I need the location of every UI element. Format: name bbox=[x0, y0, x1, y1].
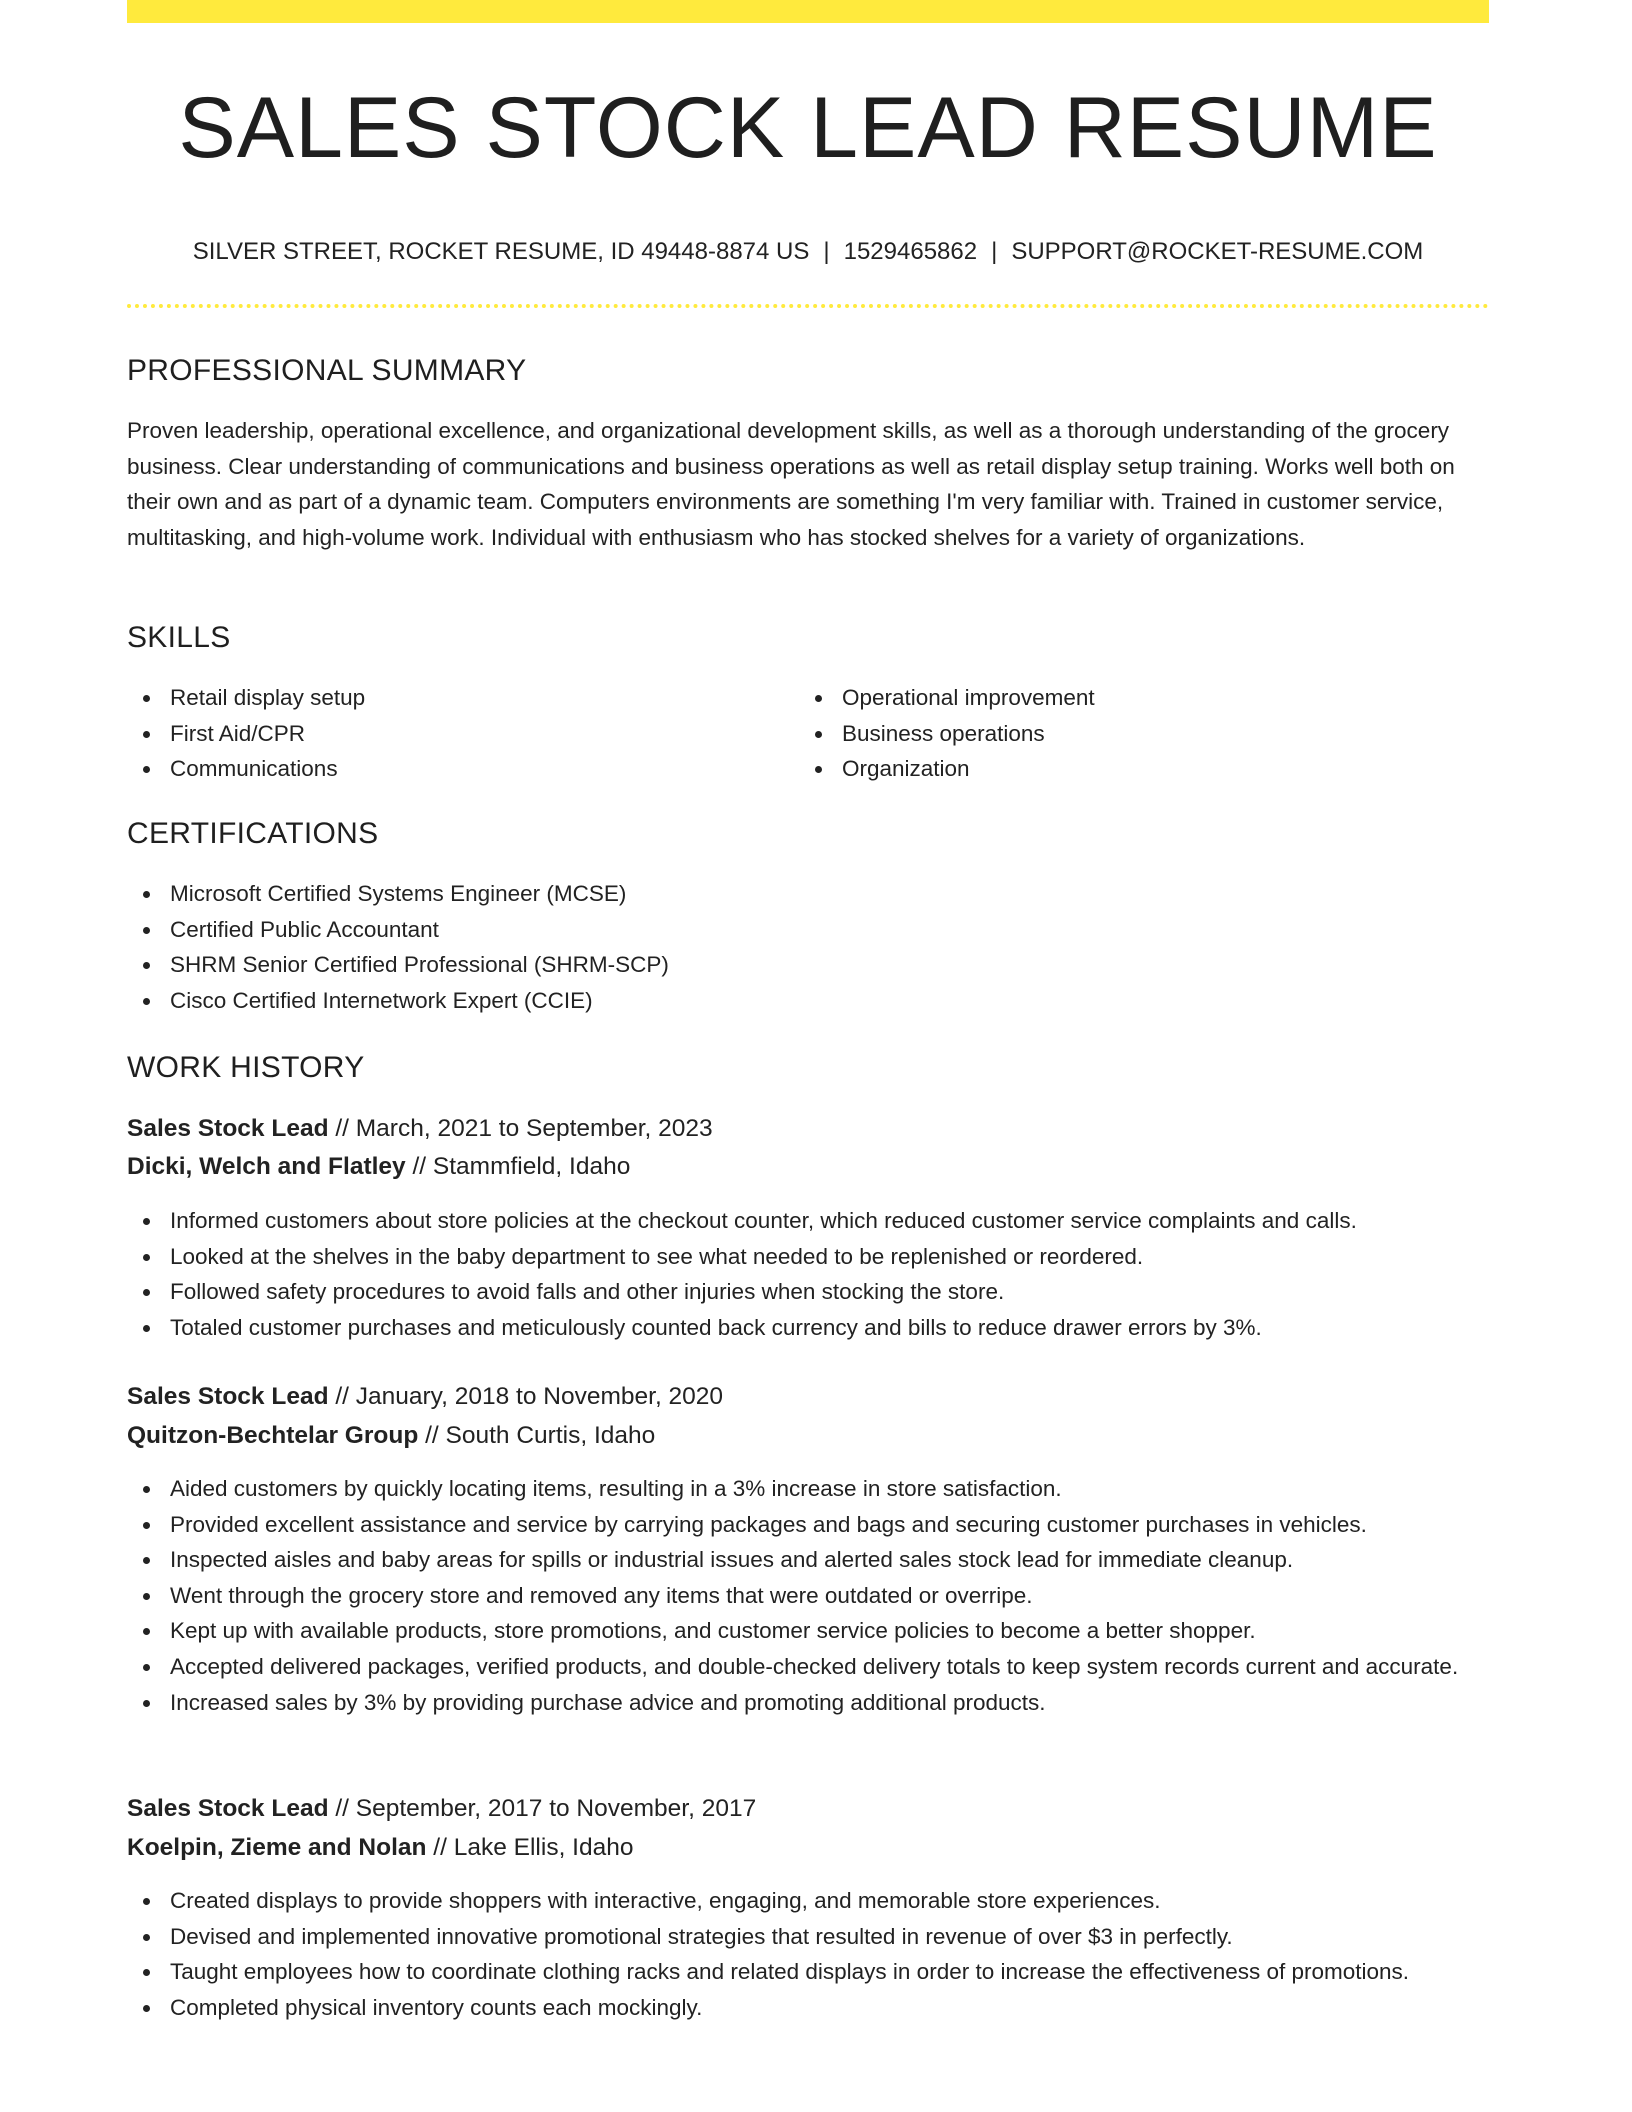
job-company-line bbox=[127, 1148, 630, 1186]
job-bullet: Increased sales by 3% by providing purchase advice and promoting additional products. bbox=[127, 1685, 1489, 1721]
certification-item: Microsoft Certified Systems Engineer (MCSE) bbox=[127, 876, 1489, 912]
certification-item: Cisco Certified Internetwork Expert (CCIE) bbox=[127, 983, 1489, 1019]
job-bullets bbox=[127, 1471, 1489, 1720]
job-bullet: Totaled customer purchases and meticulously counted back currency and bills to reduce drawer errors by 3%. bbox=[127, 1310, 1489, 1346]
job-bullet: Inspected aisles and baby areas for spills or industrial issues and alerted sales stock lead for immediate cleanup. bbox=[127, 1542, 1489, 1578]
job-title: Sales Stock Lead bbox=[127, 1795, 329, 1822]
contact-line bbox=[127, 236, 1489, 268]
job-bullet: Looked at the shelves in the baby department to see what needed to be replenished or reordered. bbox=[127, 1239, 1489, 1275]
contact-phone: 1529465862 bbox=[843, 238, 978, 265]
job-bullet: Kept up with available products, store promotions, and customer service policies to become a better shopper. bbox=[127, 1613, 1489, 1649]
skills-list-right bbox=[799, 680, 1489, 787]
job-dates: // January, 2018 to November, 2020 bbox=[328, 1383, 724, 1410]
job-title-line bbox=[127, 1378, 723, 1416]
job-location: // Lake Ellis, Idaho bbox=[426, 1834, 634, 1861]
job-company: Koelpin, Zieme and Nolan bbox=[127, 1834, 427, 1861]
contact-separator: | bbox=[991, 238, 998, 265]
summary-text: Proven leadership, operational excellence, and organizational development skills, as well as a thorough understanding of the grocery business. Clear understanding of communications and business operations as well as retail display setup training. Works well both on their own and as part of a dynamic team. Computers environments are something I'm very familiar with. Trained in customer service, multitasking, and high-volume work. Individual with enthusiasm who has stocked shelves for a variety of organizations. bbox=[127, 418, 1455, 550]
job-bullet: Informed customers about store policies at the checkout counter, which reduced customer service complaints and calls. bbox=[127, 1203, 1489, 1239]
skill-item: First Aid/CPR bbox=[127, 716, 799, 752]
contact-address: SILVER STREET, ROCKET RESUME, ID 49448-8874 US bbox=[192, 238, 810, 265]
certifications-list bbox=[127, 876, 1489, 1018]
accent-top-bar bbox=[127, 0, 1489, 23]
skill-item: Business operations bbox=[799, 716, 1489, 752]
job-company-line bbox=[127, 1417, 655, 1455]
job-bullet: Devised and implemented innovative promotional strategies that resulted in revenue of over $3 in perfectly. bbox=[127, 1919, 1489, 1955]
job-location: // South Curtis, Idaho bbox=[418, 1422, 656, 1449]
skill-item: Operational improvement bbox=[799, 680, 1489, 716]
job-bullets bbox=[127, 1203, 1489, 1345]
skill-item: Retail display setup bbox=[127, 680, 799, 716]
certification-item: SHRM Senior Certified Professional (SHRM-SCP) bbox=[127, 947, 1489, 983]
skill-item: Organization bbox=[799, 751, 1489, 787]
skill-item: Communications bbox=[127, 751, 799, 787]
job-bullet: Created displays to provide shoppers with interactive, engaging, and memorable store experiences. bbox=[127, 1883, 1489, 1919]
job-bullet: Completed physical inventory counts each mockingly. bbox=[127, 1990, 1489, 2026]
job-dates: // September, 2017 to November, 2017 bbox=[328, 1795, 757, 1822]
job-company-line bbox=[127, 1829, 634, 1867]
dotted-divider bbox=[127, 304, 1489, 308]
job-company: Dicki, Welch and Flatley bbox=[127, 1153, 406, 1180]
job-bullet: Taught employees how to coordinate clothing racks and related displays in order to increase the effectiveness of promotions. bbox=[127, 1954, 1489, 1990]
job-bullet: Went through the grocery store and removed any items that were outdated or overripe. bbox=[127, 1578, 1489, 1614]
work-history-heading: WORK HISTORY bbox=[127, 1051, 365, 1084]
job-bullet: Followed safety procedures to avoid falls and other injuries when stocking the store. bbox=[127, 1274, 1489, 1310]
summary-heading: PROFESSIONAL SUMMARY bbox=[127, 354, 527, 387]
job-company: Quitzon-Bechtelar Group bbox=[127, 1422, 419, 1449]
skills-list-left bbox=[127, 680, 799, 787]
job-location: // Stammfield, Idaho bbox=[405, 1153, 631, 1180]
certification-item: Certified Public Accountant bbox=[127, 912, 1489, 948]
contact-separator: | bbox=[823, 238, 830, 265]
job-bullet: Accepted delivered packages, verified products, and double-checked delivery totals to keep system records current and accurate. bbox=[127, 1649, 1489, 1685]
job-title-line bbox=[127, 1790, 756, 1828]
certifications-heading: CERTIFICATIONS bbox=[127, 817, 379, 850]
contact-email: SUPPORT@ROCKET-RESUME.COM bbox=[1011, 238, 1424, 265]
skills-heading: SKILLS bbox=[127, 621, 231, 654]
job-title: Sales Stock Lead bbox=[127, 1115, 329, 1142]
job-dates: // March, 2021 to September, 2023 bbox=[328, 1115, 713, 1142]
job-bullet: Aided customers by quickly locating items, resulting in a 3% increase in store satisfaction. bbox=[127, 1471, 1489, 1507]
job-title: Sales Stock Lead bbox=[127, 1383, 329, 1410]
page-title: SALES STOCK LEAD RESUME bbox=[178, 80, 1438, 176]
job-title-line bbox=[127, 1110, 713, 1148]
job-bullet: Provided excellent assistance and service by carrying packages and bags and securing customer purchases in vehicles. bbox=[127, 1507, 1489, 1543]
job-bullets bbox=[127, 1883, 1489, 2025]
